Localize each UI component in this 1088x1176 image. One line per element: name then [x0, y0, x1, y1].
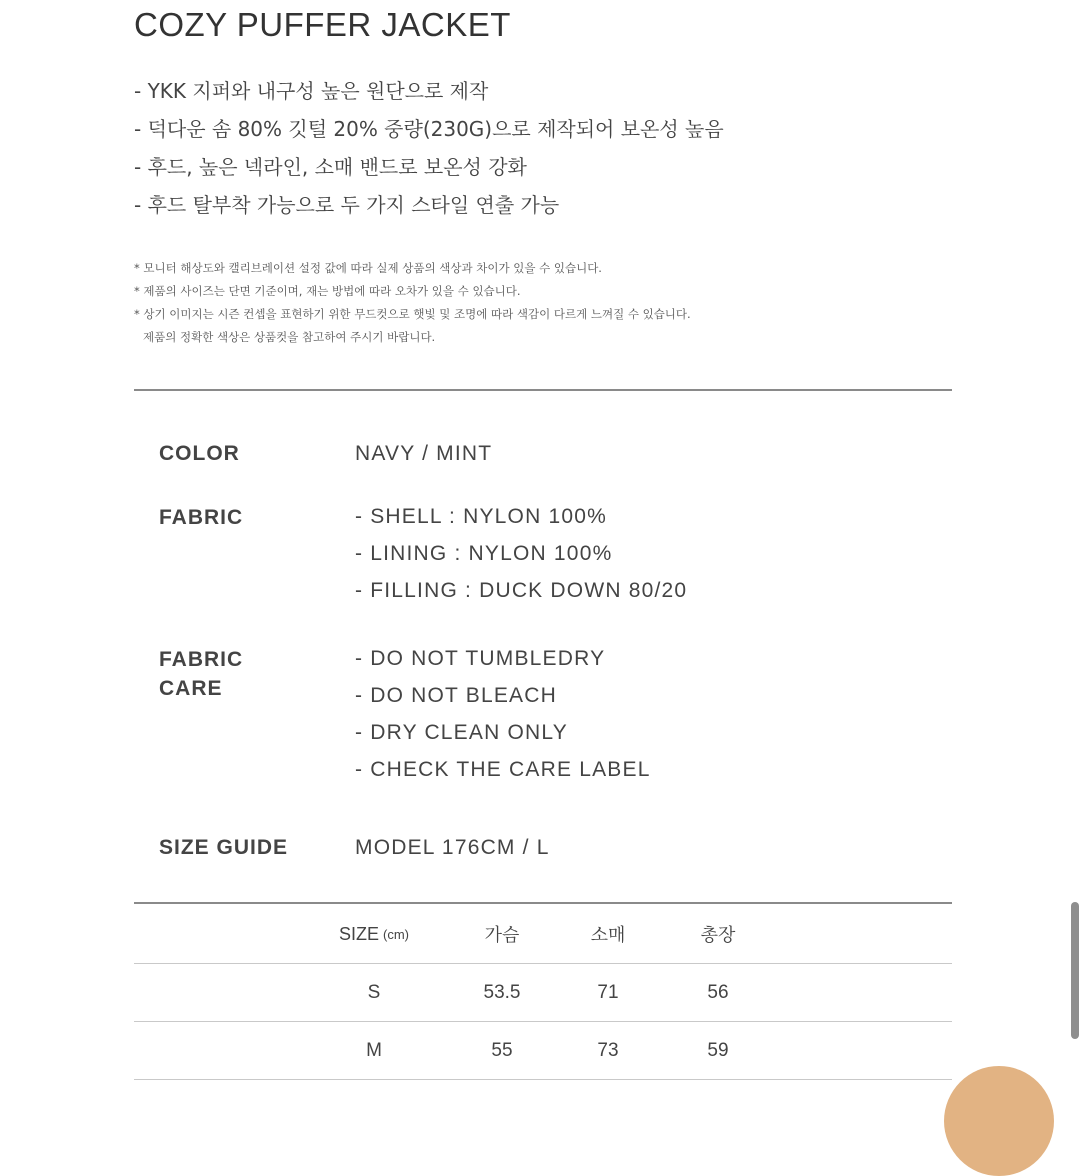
feature-list — [134, 72, 724, 224]
row-divider — [134, 1079, 952, 1080]
cell-size: S — [367, 982, 381, 1003]
note-item: * 제품의 사이즈는 단면 기준이며, 재는 방법에 따라 오차가 있을 수 있습니다. — [134, 284, 521, 298]
header-chest: 가슴 — [484, 925, 520, 945]
header-size — [324, 904, 424, 964]
note-item: 제품의 정확한 색상은 상품컷을 참고하여 주시기 바랍니다. — [143, 330, 436, 344]
cell-sleeve: 73 — [597, 1040, 619, 1061]
spec-values-care — [355, 640, 651, 788]
spec-value: - DO NOT TUMBLEDRY — [355, 647, 606, 670]
spec-value: - DO NOT BLEACH — [355, 684, 557, 707]
note-item: * 상기 이미지는 시즌 컨셉을 표현하기 위한 무드컷으로 햇빛 및 조명에 따라 색감이 다르게 느껴질 수 있습니다. — [134, 307, 691, 321]
cell-length: 59 — [707, 1040, 729, 1061]
table-row — [134, 1022, 952, 1080]
feature-item: - YKK 지퍼와 내구성 높은 원단으로 제작 — [134, 79, 489, 103]
spec-value: - CHECK THE CARE LABEL — [355, 758, 651, 781]
table-row — [134, 964, 952, 1022]
spec-value: - SHELL : NYLON 100% — [355, 505, 607, 528]
header-sleeve: 소매 — [590, 925, 626, 945]
header-length: 총장 — [700, 925, 736, 945]
floating-action-button[interactable] — [944, 1066, 1054, 1176]
spec-label-fabric: FABRIC — [159, 506, 244, 529]
spec-label-color: COLOR — [159, 442, 240, 465]
spec-label-line: CARE — [159, 677, 223, 700]
spec-values-fabric — [355, 498, 687, 609]
spec-label-fabric-care — [159, 645, 243, 703]
product-title: COZY PUFFER JACKET — [134, 6, 511, 43]
cell-chest: 53.5 — [483, 982, 521, 1003]
header-unit: (cm) — [383, 926, 409, 942]
header-size-label: SIZE — [338, 923, 379, 944]
spec-value: NAVY / MINT — [355, 442, 493, 465]
disclaimer-notes — [134, 257, 691, 349]
cell-chest: 55 — [491, 1040, 513, 1061]
size-table — [134, 904, 952, 1080]
feature-item: - 덕다운 솜 80% 깃털 20% 중량(230G)으로 제작되어 보온성 높음 — [134, 117, 724, 141]
cell-sleeve: 71 — [597, 982, 619, 1003]
spec-values-color — [355, 435, 492, 472]
feature-item: - 후드 탈부착 가능으로 두 가지 스타일 연출 가능 — [134, 193, 560, 217]
spec-label-line: FABRIC — [159, 648, 244, 671]
scrollbar-thumb[interactable] — [1071, 902, 1079, 1039]
spec-value: - LINING : NYLON 100% — [355, 542, 613, 565]
table-header-row — [134, 904, 952, 964]
spec-value: - DRY CLEAN ONLY — [355, 721, 568, 744]
feature-item: - 후드, 높은 넥라인, 소매 밴드로 보온성 강화 — [134, 155, 527, 179]
spec-values-size-guide — [355, 829, 550, 866]
cell-length: 56 — [707, 982, 729, 1003]
note-item: * 모니터 해상도와 캘리브레이션 설정 값에 따라 실제 상품의 색상과 차이가 있을 수 있습니다. — [134, 261, 602, 275]
spec-value: - FILLING : DUCK DOWN 80/20 — [355, 579, 688, 602]
section-divider — [134, 389, 952, 391]
spec-label-size-guide: SIZE GUIDE — [159, 836, 289, 859]
spec-value: MODEL 176CM / L — [355, 836, 550, 859]
cell-size: M — [366, 1040, 382, 1061]
